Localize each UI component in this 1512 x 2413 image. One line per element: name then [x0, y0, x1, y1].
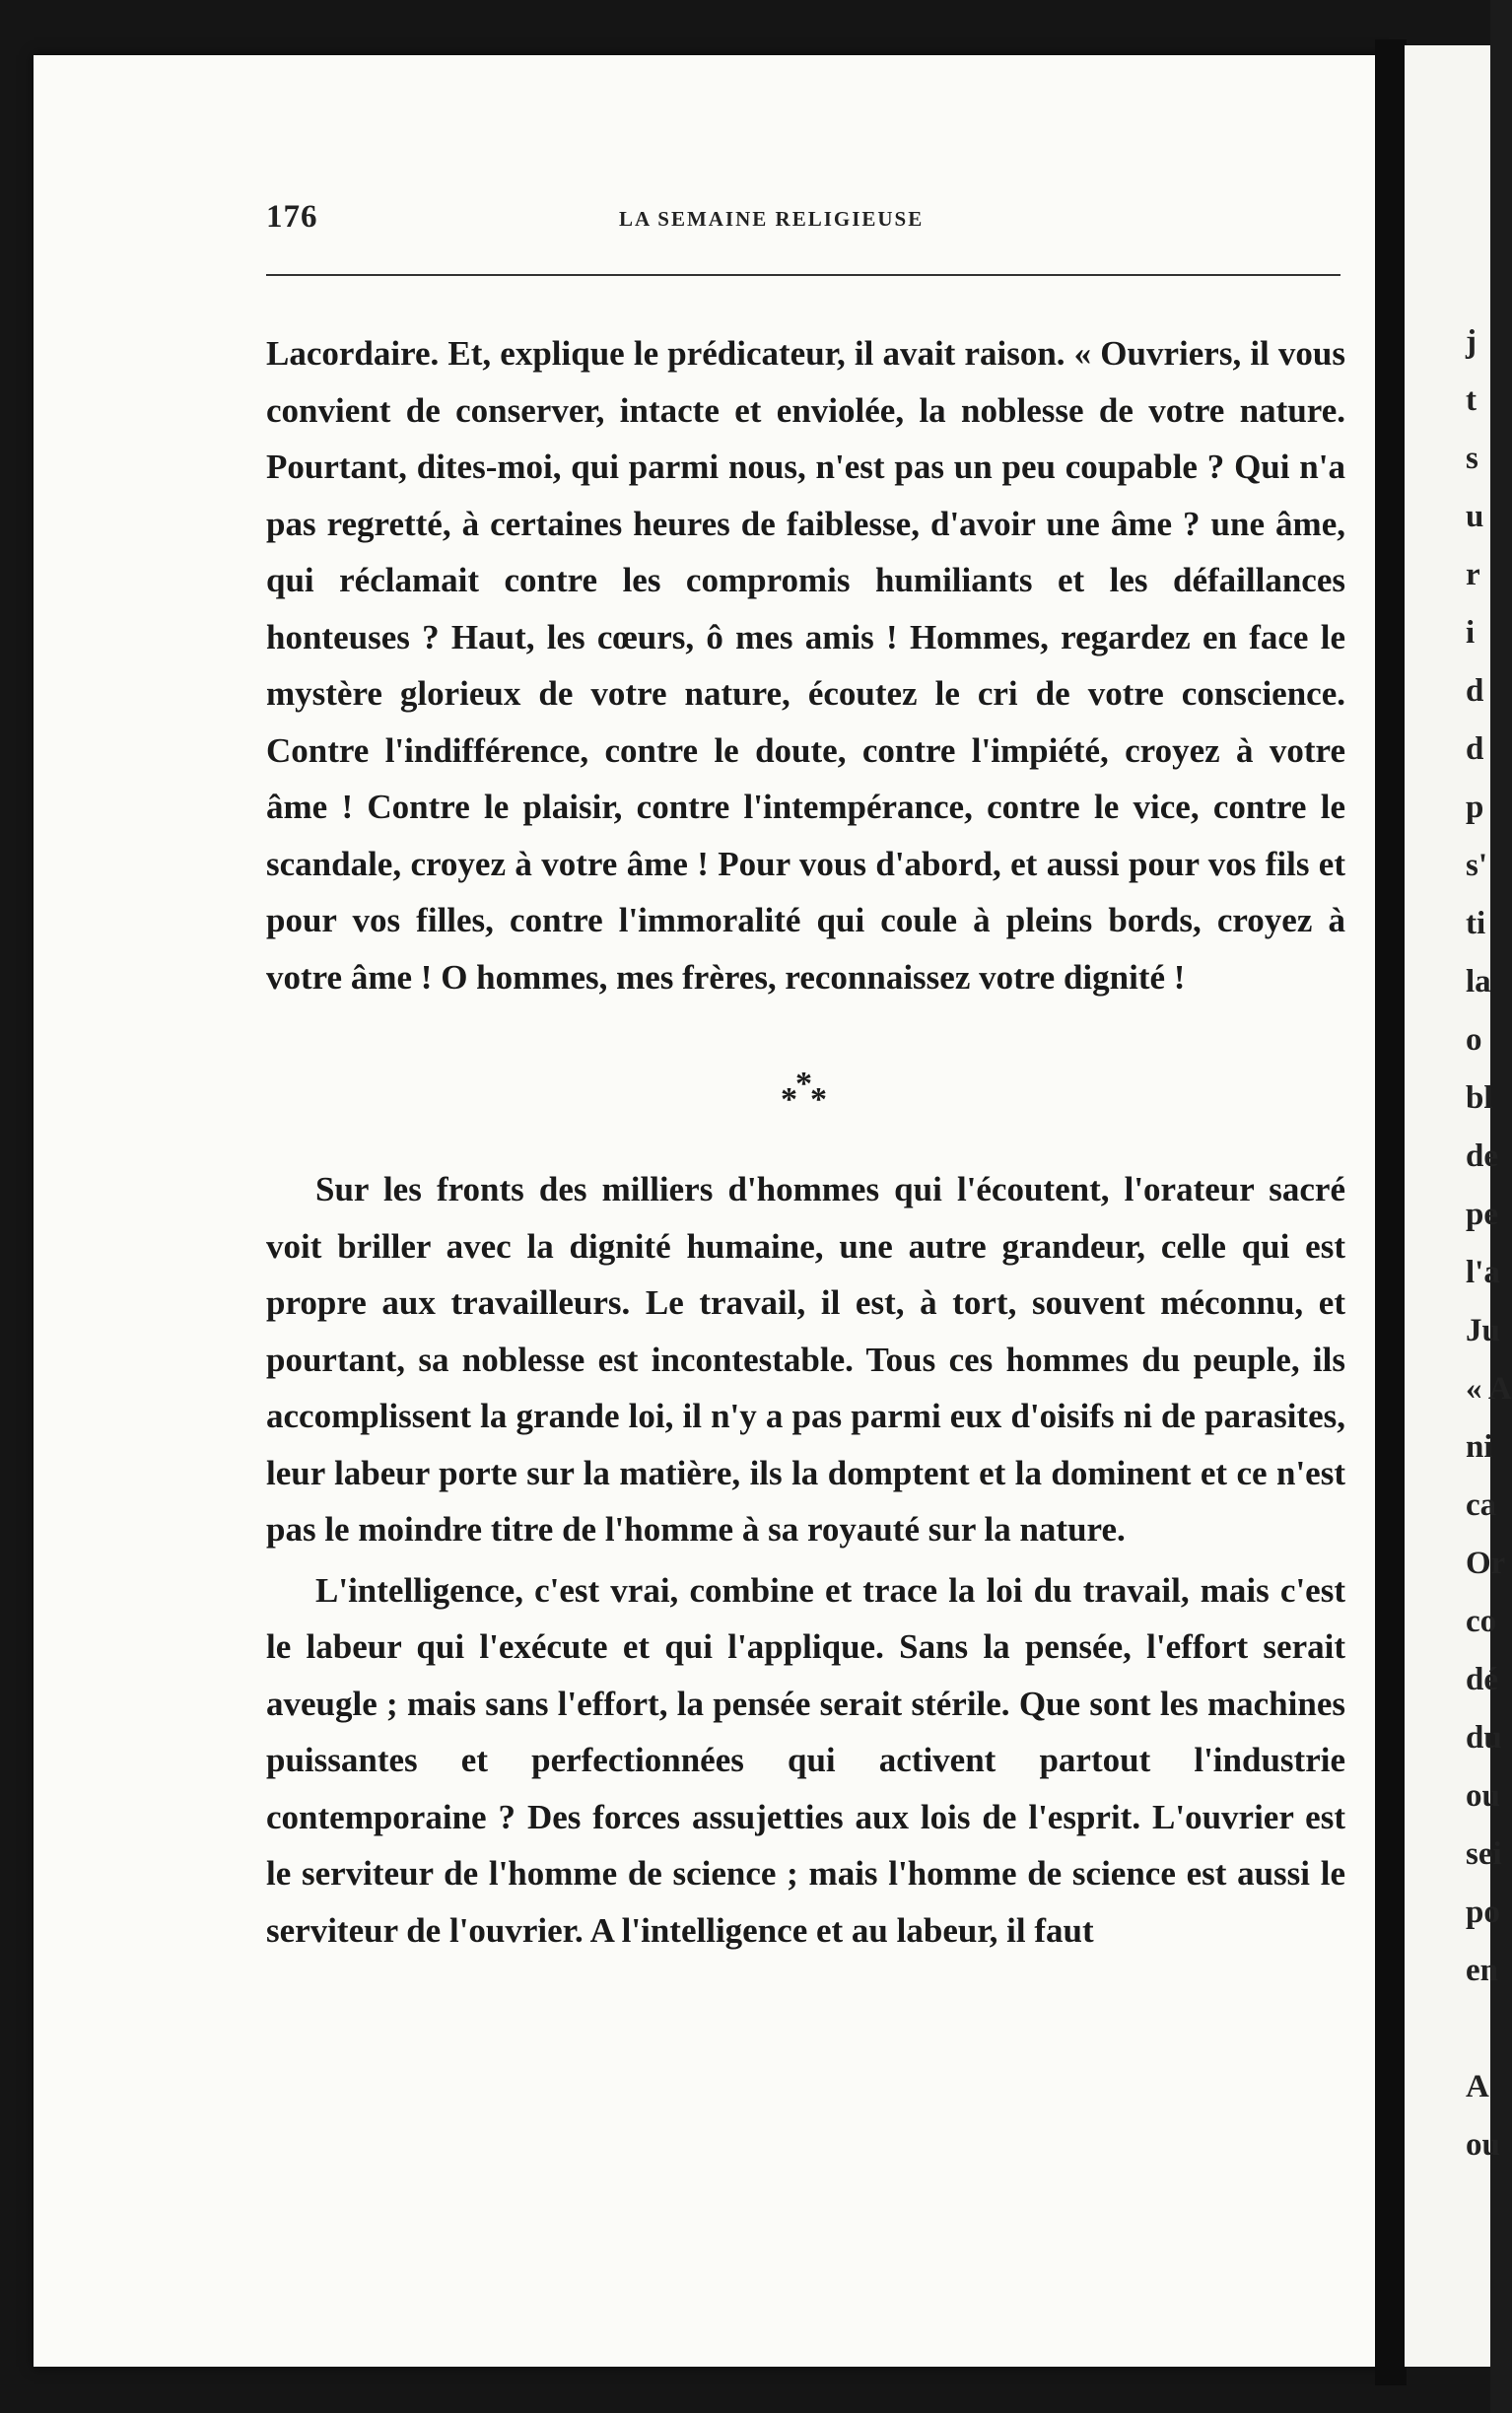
adjacent-line-fragment: en — [1466, 1953, 1498, 1988]
adjacent-line-fragment: co — [1466, 1604, 1497, 1639]
adjacent-line-fragment: o — [1466, 1022, 1482, 1058]
adjacent-line-fragment: d — [1466, 731, 1484, 767]
adjacent-line-fragment — [1466, 2000, 1505, 2058]
adjacent-line-fragment: s' — [1466, 848, 1488, 883]
adjacent-line-fragment: s — [1466, 441, 1478, 476]
paragraph-2: Sur les fronts des milliers d'hommes qui l'écoutent, l'orateur sacré voit briller avec la dignité humaine, une autre grandeur, celle qui est propre aux travailleurs. Le travail, il est, à tort, souvent méconnu, et pourtant, sa noblesse est incontestable. Tous ces hommes du peuple, ils accomplissent la grande loi, il n'y a pas parmi eux d'oisifs ni de parasites, leur labeur porte sur la matière, ils la domptent et la dominent et ce n'est pas le moindre titre de l'homme à sa royauté sur la nature. — [266, 1170, 1345, 1549]
adjacent-line-fragment: p — [1466, 790, 1484, 825]
adjacent-page-text — [1466, 313, 1512, 2174]
adjacent-line-fragment: po — [1466, 1895, 1500, 1930]
adjacent-line-fragment: du — [1466, 1720, 1502, 1756]
adjacent-line-fragment: de — [1466, 1138, 1498, 1174]
paragraph-3: L'intelligence, c'est vrai, combine et trace la loi du travail, mais c'est le labeur qui l'exécute et qui l'applique. Sans la pensée, l'effort serait aveugle ; mais sans l'effort, la pensée serait stérile. Que sont les machines puissantes et perfectionnées qui activent partout l'industrie contemporaine ? Des forces assujetties aux lois de l'esprit. L'ouvrier est le serviteur de l'homme de science ; mais l'homme de science est aussi le serviteur de l'ouvrier. A l'intelligence et au labeur, il faut — [266, 1570, 1345, 1950]
adjacent-line-fragment: Or — [1466, 1546, 1506, 1581]
running-head — [232, 199, 1355, 248]
adjacent-line-fragment: t — [1466, 382, 1477, 418]
adjacent-line-fragment: « A — [1466, 1371, 1512, 1407]
page-number: 176 — [266, 199, 318, 235]
adjacent-line-fragment: ca — [1466, 1487, 1497, 1523]
adjacent-line-fragment: ni — [1466, 1429, 1493, 1465]
adjacent-line-fragment: j — [1466, 324, 1477, 360]
journal-title: LA SEMAINE RELIGIEUSE — [619, 207, 925, 231]
adjacent-line-fragment: la — [1466, 964, 1491, 1000]
adjacent-line-fragment: ti — [1466, 906, 1486, 941]
adjacent-line-fragment: sei — [1466, 1836, 1502, 1872]
adjacent-line-fragment: ou — [1466, 1778, 1500, 1814]
adjacent-line-fragment: Ju — [1466, 1313, 1500, 1348]
adjacent-line-fragment: u — [1466, 499, 1484, 534]
adjacent-line-fragment: pe — [1466, 1197, 1498, 1232]
main-text — [266, 325, 1345, 1959]
adjacent-line-fragment: d — [1466, 673, 1484, 709]
section-separator: * * * — [781, 1066, 827, 1118]
adjacent-line-fragment: bl — [1466, 1080, 1493, 1116]
adjacent-line-fragment: l'a — [1466, 1255, 1500, 1290]
adjacent-line-fragment: A — [1466, 2069, 1489, 2104]
paragraph-1: Lacordaire. Et, explique le prédicateur, il avait raison. « Ouvriers, il vous convient de conserver, intacte et enviolée, la noblesse de votre nature. Pourtant, dites-moi, qui parmi nous, n'est pas un peu coupable ? Qui n'a pas regretté, à certaines heures de faiblesse, d'avoir une âme ? une âme, qui réclamait contre les compromis humiliants et les défaillances honteuses ? Haut, les cœurs, ô mes amis ! Hommes, regardez en face le mystère glorieux de votre nature, écoutez le cri de votre conscience. Contre l'indifférence, contre le doute, contre l'impiété, croyez à votre âme ! Contre le plaisir, contre l'intempérance, contre le vice, contre le scandale, croyez à votre âme ! Pour vous d'abord, et aussi pour vos fils et pour vos filles, contre l'immoralité qui coule à pleins bords, croyez à votre âme ! O hommes, mes frères, reconnaissez votre dignité ! — [266, 334, 1345, 997]
adjacent-line-fragment: dé — [1466, 1662, 1498, 1697]
adjacent-line-fragment: i — [1466, 615, 1476, 651]
book-gutter — [1375, 39, 1407, 2385]
header-rule — [266, 274, 1340, 276]
adjacent-line-fragment: ou — [1466, 2127, 1500, 2163]
adjacent-line-fragment: r — [1466, 557, 1480, 592]
